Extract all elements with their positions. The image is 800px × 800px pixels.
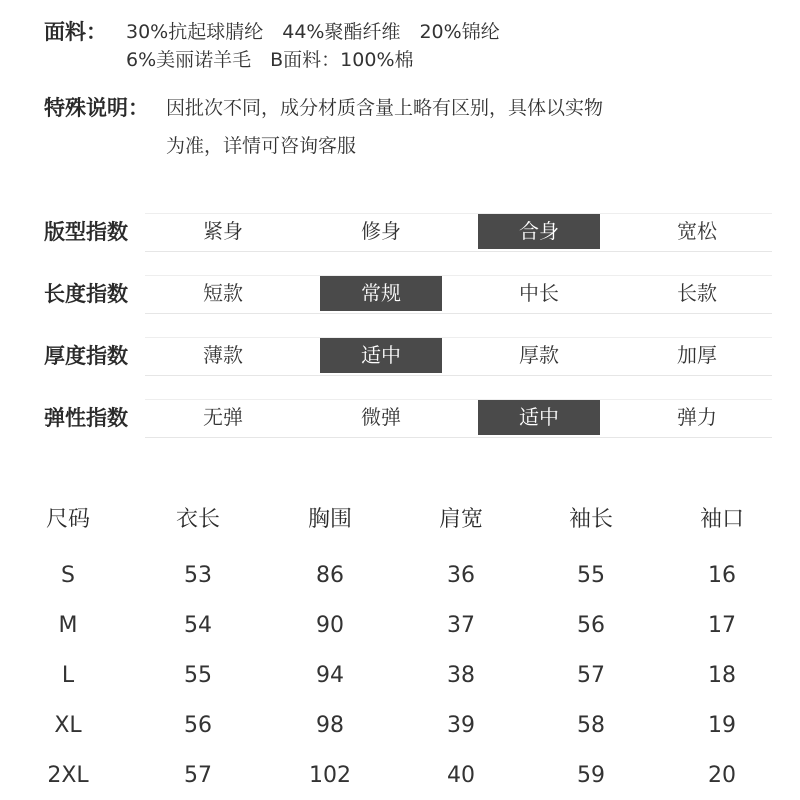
fabric-line-2: 6%美丽诺羊毛 B面料：100%棉 [126,49,414,71]
size-value: 17 [708,613,736,638]
size-label: 2XL [47,763,89,788]
index-option: 宽松 [677,219,717,243]
index-option-selected: 适中 [320,338,442,373]
index-label: 厚度指数 [44,344,128,368]
notes-line-1: 因批次不同，成分材质含量上略有区别，具体以实物 [166,97,604,119]
index-option-selected: 合身 [478,214,600,249]
size-value: 39 [447,713,475,738]
divider [145,251,772,252]
index-option: 弹力 [677,405,717,429]
size-label: XL [54,713,82,738]
size-value: 58 [577,713,605,738]
index-option: 中长 [519,281,559,305]
size-value: 59 [577,763,605,788]
size-value: 16 [708,563,736,588]
size-value: 38 [447,663,475,688]
size-value: 55 [184,663,212,688]
fabric-line-1: 30%抗起球腈纶 44%聚酯纤维 20%锦纶 [126,21,500,43]
size-table-header: 袖口 [699,507,744,532]
notes-line-2: 为准，详情可咨询客服 [166,135,357,157]
size-value: 56 [184,713,212,738]
size-value: 56 [577,613,605,638]
size-table-header: 胸围 [307,507,352,532]
index-option: 修身 [361,219,401,243]
size-table-header: 袖长 [568,507,613,532]
size-table-header: 衣长 [175,507,220,532]
size-value: 94 [316,663,344,688]
index-option: 加厚 [677,343,717,367]
size-value: 18 [708,663,736,688]
size-value: 57 [184,763,212,788]
index-label: 长度指数 [44,282,128,306]
size-value: 90 [316,613,344,638]
size-value: 57 [577,663,605,688]
index-row [0,338,800,400]
size-value: 36 [447,563,475,588]
size-table-header: 尺码 [45,507,90,532]
divider [145,437,772,438]
size-value: 20 [708,763,736,788]
index-option-selected: 适中 [478,400,600,435]
index-option: 薄款 [203,343,243,367]
size-label: L [61,663,75,688]
index-option: 长款 [677,281,717,305]
size-value: 98 [316,713,344,738]
index-option: 紧身 [203,219,243,243]
size-value: 53 [184,563,212,588]
index-row [0,214,800,276]
divider [145,375,772,376]
index-option: 短款 [203,281,243,305]
divider [145,313,772,314]
index-row [0,400,800,462]
index-option-selected: 常规 [320,276,442,311]
size-table-header: 肩宽 [438,507,483,532]
index-option: 微弹 [361,405,401,429]
index-option: 无弹 [203,405,243,429]
size-label: S [61,563,75,588]
fabric-label: 面料： [44,20,107,44]
index-row [0,276,800,338]
size-value: 86 [316,563,344,588]
size-label: M [58,613,78,638]
size-value: 40 [447,763,475,788]
size-value: 37 [447,613,475,638]
size-value: 54 [184,613,212,638]
notes-label: 特殊说明： [44,96,149,120]
size-value: 55 [577,563,605,588]
index-label: 弹性指数 [44,406,128,430]
index-label: 版型指数 [44,220,128,244]
index-option: 厚款 [519,343,559,367]
size-value: 102 [309,763,351,788]
size-value: 19 [708,713,736,738]
